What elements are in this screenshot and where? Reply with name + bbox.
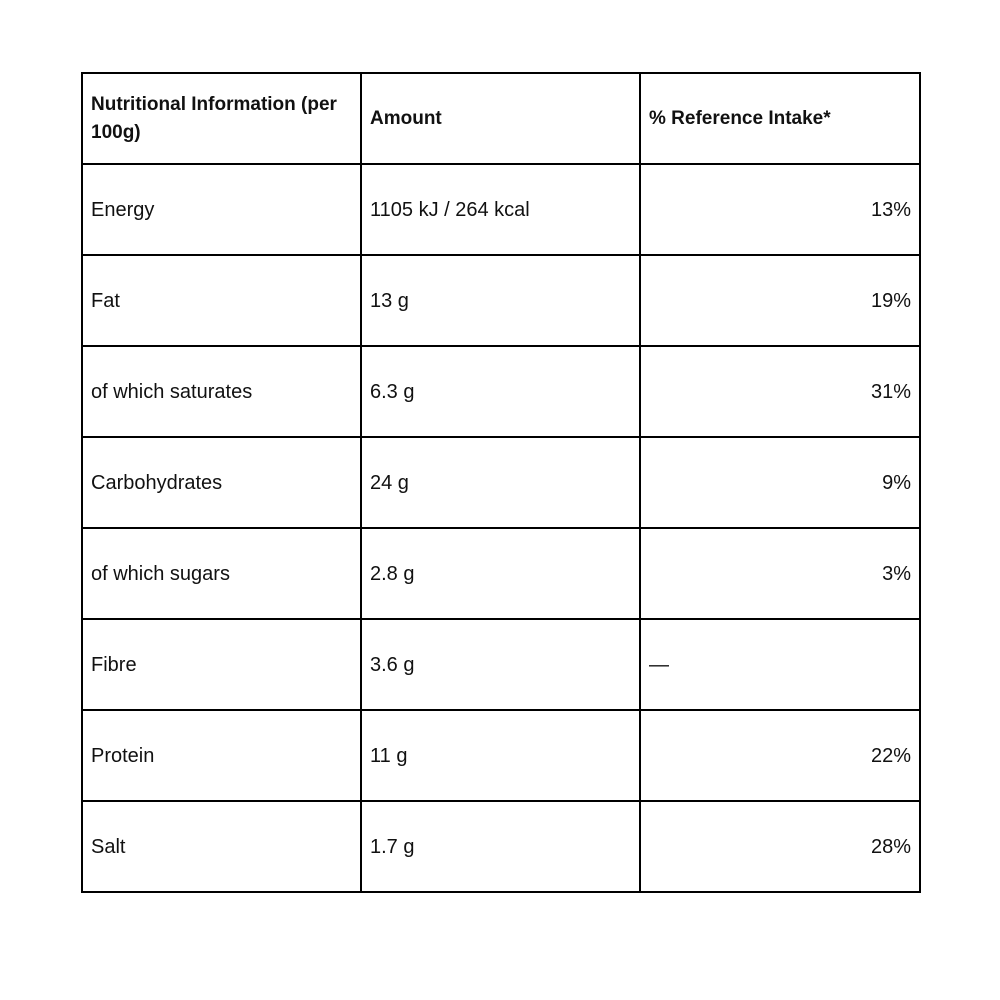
amount-cell: 24 g	[361, 437, 640, 528]
amount-cell: 3.6 g	[361, 619, 640, 710]
reference-cell: 22%	[640, 710, 920, 801]
nutrient-cell: Carbohydrates	[82, 437, 361, 528]
table-row	[82, 528, 920, 619]
table-header-row	[82, 73, 920, 164]
table-row	[82, 346, 920, 437]
amount-cell: 1105 kJ / 264 kcal	[361, 164, 640, 255]
nutrient-cell: Energy	[82, 164, 361, 255]
amount-cell: 2.8 g	[361, 528, 640, 619]
reference-cell: 9%	[640, 437, 920, 528]
table-row	[82, 710, 920, 801]
reference-cell: 13%	[640, 164, 920, 255]
nutrient-cell: Protein	[82, 710, 361, 801]
nutrient-cell: Fat	[82, 255, 361, 346]
reference-cell: 28%	[640, 801, 920, 892]
table-row	[82, 437, 920, 528]
amount-cell: 11 g	[361, 710, 640, 801]
table-row	[82, 255, 920, 346]
table-row	[82, 801, 920, 892]
table-row	[82, 164, 920, 255]
nutrient-cell: of which sugars	[82, 528, 361, 619]
reference-cell: 19%	[640, 255, 920, 346]
nutrient-cell: Fibre	[82, 619, 361, 710]
reference-cell: —	[640, 619, 920, 710]
amount-cell: 13 g	[361, 255, 640, 346]
nutrition-table	[81, 72, 921, 893]
reference-cell: 31%	[640, 346, 920, 437]
amount-cell: 6.3 g	[361, 346, 640, 437]
amount-cell: 1.7 g	[361, 801, 640, 892]
header-nutrient: Nutritional Information (per 100g)	[82, 73, 361, 164]
nutrient-cell: of which saturates	[82, 346, 361, 437]
header-reference-intake: % Reference Intake*	[640, 73, 920, 164]
reference-cell: 3%	[640, 528, 920, 619]
header-amount: Amount	[361, 73, 640, 164]
nutrient-cell: Salt	[82, 801, 361, 892]
table-row	[82, 619, 920, 710]
